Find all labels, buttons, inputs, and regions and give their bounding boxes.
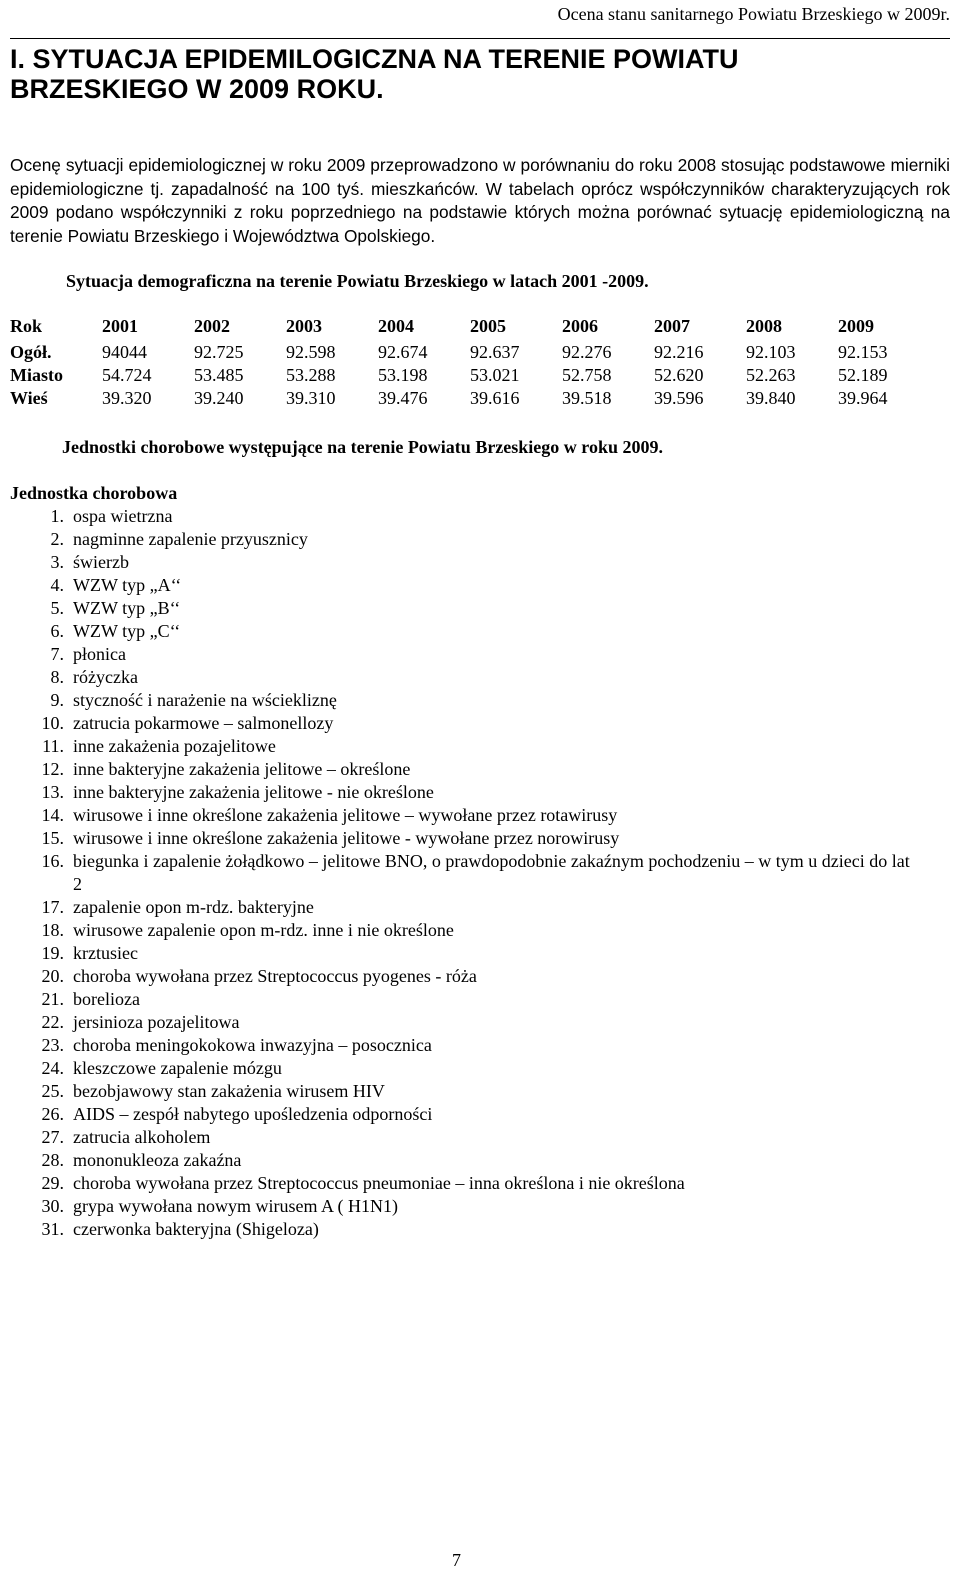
list-item — [10, 643, 910, 666]
table-cell: 39.964 — [838, 388, 888, 408]
list-item-text: wirusowe i inne określone zakażenia jelitowe – wywołane przez rotawirusy — [73, 805, 618, 825]
list-item-text: choroba meningokokowa inwazyjna – posocznica — [73, 1035, 432, 1055]
table-cell: 92.598 — [286, 342, 336, 362]
list-item — [10, 597, 910, 620]
table-cell: 39.616 — [470, 388, 520, 408]
list-item-number: 5. — [50, 598, 64, 618]
list-item-number: 4. — [50, 575, 64, 595]
list-item — [10, 1149, 910, 1172]
list-item-text: mononukleoza zakaźna — [73, 1150, 242, 1170]
list-item-text: bezobjawowy stan zakażenia wirusem HIV — [73, 1081, 385, 1101]
section-title — [10, 44, 910, 104]
list-item-number: 20. — [41, 966, 64, 986]
list-item-text: choroba wywołana przez Streptococcus pyogenes - róża — [73, 966, 477, 986]
list-item-number: 13. — [41, 782, 64, 802]
list-item-text: inne zakażenia pozajelitowe — [73, 736, 276, 756]
list-item-number: 14. — [41, 805, 64, 825]
list-item — [10, 735, 910, 758]
list-item — [10, 1011, 910, 1034]
list-item-number: 21. — [41, 989, 64, 1009]
list-item — [10, 896, 910, 919]
table-row-label: Wieś — [10, 388, 48, 408]
table-cell: 39.240 — [194, 388, 244, 408]
list-item-number: 19. — [41, 943, 64, 963]
list-item-number: 7. — [50, 644, 64, 664]
table-header-year: 2003 — [286, 316, 322, 336]
list-item-number: 23. — [41, 1035, 64, 1055]
diseases-heading: Jednostki chorobowe występujące na terenie Powiatu Brzeskiego w roku 2009. — [62, 437, 663, 457]
running-title: Ocena stanu sanitarnego Powiatu Brzeskiego w 2009r. — [557, 4, 950, 24]
list-item-number: 18. — [41, 920, 64, 940]
list-item — [10, 505, 910, 528]
table-cell: 92.674 — [378, 342, 428, 362]
table-cell: 52.189 — [838, 365, 888, 385]
list-item — [10, 574, 910, 597]
list-item — [10, 919, 910, 942]
list-item-number: 31. — [41, 1219, 64, 1239]
list-item-number: 22. — [41, 1012, 64, 1032]
table-header-year: 2007 — [654, 316, 690, 336]
table-cell: 53.198 — [378, 365, 428, 385]
diseases-list-heading: Jednostka chorobowa — [10, 483, 178, 503]
list-item-text: nagminne zapalenie przyusznicy — [73, 529, 308, 549]
list-item — [10, 1218, 910, 1241]
header-rule — [10, 38, 950, 39]
list-item — [10, 712, 910, 735]
list-item-number: 26. — [41, 1104, 64, 1124]
list-item-number: 24. — [41, 1058, 64, 1078]
table-cell: 92.725 — [194, 342, 244, 362]
list-item-number: 3. — [50, 552, 64, 572]
page-header — [0, 0, 960, 38]
list-item-number: 28. — [41, 1150, 64, 1170]
list-item-number: 11. — [42, 736, 64, 756]
list-item — [10, 850, 910, 896]
list-item — [10, 620, 910, 643]
list-item — [10, 666, 910, 689]
list-item — [10, 827, 910, 850]
demographics-table — [10, 316, 930, 411]
list-item-number: 2. — [50, 529, 64, 549]
list-item — [10, 804, 910, 827]
list-item — [10, 1080, 910, 1103]
list-item-number: 12. — [41, 759, 64, 779]
table-row-label: Ogół. — [10, 342, 52, 362]
list-item — [10, 551, 910, 574]
list-item-text: zapalenie opon m-rdz. bakteryjne — [73, 897, 314, 917]
list-item-number: 27. — [41, 1127, 64, 1147]
table-cell: 92.637 — [470, 342, 520, 362]
list-item-number: 8. — [50, 667, 64, 687]
table-header-row — [10, 316, 930, 342]
list-item-number: 1. — [50, 506, 64, 526]
table-row — [10, 388, 930, 411]
table-header-year: 2004 — [378, 316, 414, 336]
list-item-text: inne bakteryjne zakażenia jelitowe - nie określone — [73, 782, 434, 802]
table-cell: 53.021 — [470, 365, 520, 385]
list-item-text: inne bakteryjne zakażenia jelitowe – określone — [73, 759, 411, 779]
demographics-heading: Sytuacja demograficzna na terenie Powiatu Brzeskiego w latach 2001 -2009. — [66, 271, 649, 291]
table-cell: 39.840 — [746, 388, 796, 408]
list-item — [10, 1195, 910, 1218]
table-header-year: 2008 — [746, 316, 782, 336]
list-item — [10, 1103, 910, 1126]
list-item — [10, 758, 910, 781]
table-header-year: 2006 — [562, 316, 598, 336]
list-item — [10, 528, 910, 551]
list-item-text: jersinioza pozajelitowa — [73, 1012, 240, 1032]
list-item-text: świerzb — [73, 552, 129, 572]
list-item-number: 10. — [41, 713, 64, 733]
table-cell: 53.288 — [286, 365, 336, 385]
table-cell: 54.724 — [102, 365, 152, 385]
section-title-line-1: I. SYTUACJA EPIDEMILOGICZNA NA TERENIE POWIATU — [10, 44, 739, 74]
list-item-number: 29. — [41, 1173, 64, 1193]
list-item — [10, 988, 910, 1011]
table-header-year: 2002 — [194, 316, 230, 336]
table-cell: 53.485 — [194, 365, 244, 385]
list-item-text: AIDS – zespół nabytego upośledzenia odporności — [73, 1104, 433, 1124]
list-item — [10, 1172, 910, 1195]
list-item-text: czerwonka bakteryjna (Shigeloza) — [73, 1219, 319, 1239]
list-item — [10, 965, 910, 988]
list-item-text: grypa wywołana nowym wirusem A ( H1N1) — [73, 1196, 398, 1216]
list-item — [10, 1057, 910, 1080]
list-item — [10, 1126, 910, 1149]
page-number: 7 — [452, 1550, 461, 1570]
list-item-text: WZW typ „C‘‘ — [73, 621, 181, 641]
table-cell: 39.596 — [654, 388, 704, 408]
list-item-number: 15. — [41, 828, 64, 848]
list-item — [10, 1034, 910, 1057]
table-cell: 52.263 — [746, 365, 796, 385]
list-item-text: wirusowe i inne określone zakażenia jelitowe - wywołane przez norowirusy — [73, 828, 620, 848]
list-item-text: choroba wywołana przez Streptococcus pneumoniae – inna określona i nie określona — [73, 1173, 685, 1193]
section-title-line-2: BRZESKIEGO W 2009 ROKU. — [10, 74, 384, 104]
table-cell: 94044 — [102, 342, 147, 362]
list-item-number: 17. — [41, 897, 64, 917]
list-item-text: WZW typ „B‘‘ — [73, 598, 181, 618]
table-header-year: 2005 — [470, 316, 506, 336]
list-item-text: styczność i narażenie na wściekliznę — [73, 690, 337, 710]
table-cell: 52.620 — [654, 365, 704, 385]
table-header-year: 2001 — [102, 316, 138, 336]
disease-list — [10, 505, 910, 1241]
list-item-number: 30. — [41, 1196, 64, 1216]
table-cell: 92.216 — [654, 342, 704, 362]
table-cell: 92.103 — [746, 342, 796, 362]
list-item-text: krztusiec — [73, 943, 138, 963]
list-item-text: zatrucia alkoholem — [73, 1127, 211, 1147]
list-item-text: WZW typ „A‘‘ — [73, 575, 182, 595]
list-item-text: zatrucia pokarmowe – salmonellozy — [73, 713, 334, 733]
list-item-text: ospa wietrzna — [73, 506, 173, 526]
table-row — [10, 342, 930, 365]
table-cell: 39.518 — [562, 388, 612, 408]
list-item-number: 6. — [50, 621, 64, 641]
list-item — [10, 942, 910, 965]
list-item-number: 25. — [41, 1081, 64, 1101]
table-cell: 39.310 — [286, 388, 336, 408]
intro-paragraph: Ocenę sytuacji epidemiologicznej w roku 2009 przeprowadzono w porównaniu do roku 2008 stosując podstawowe mierniki epidemiologiczne tj. zapadalność na 100 tyś. mieszkańców. W tabelach oprócz współczynników charakteryzujących rok 2009 podano współczynniki z roku poprzedniego na podstawie których można porównać sytuację epidemiologiczną na terenie Powiatu Brzeskiego i Województwa Opolskiego. — [10, 155, 950, 246]
table-cell: 39.476 — [378, 388, 428, 408]
list-item — [10, 689, 910, 712]
list-item-text: wirusowe zapalenie opon m-rdz. inne i nie określone — [73, 920, 454, 940]
table-header-label: Rok — [10, 316, 43, 336]
table-cell: 39.320 — [102, 388, 152, 408]
list-item-number: 9. — [50, 690, 64, 710]
table-cell: 92.276 — [562, 342, 612, 362]
list-item-text: kleszczowe zapalenie mózgu — [73, 1058, 282, 1078]
list-item-text: różyczka — [73, 667, 138, 687]
table-header-year: 2009 — [838, 316, 874, 336]
table-cell: 92.153 — [838, 342, 888, 362]
list-item-text: płonica — [73, 644, 126, 664]
list-item — [10, 781, 910, 804]
list-item-text: biegunka i zapalenie żołądkowo – jelitowe BNO, o prawdopodobnie zakaźnym pochodzeniu – w tym u dzieci do lat 2 — [73, 851, 910, 894]
table-row-label: Miasto — [10, 365, 63, 385]
list-item-text: borelioza — [73, 989, 140, 1009]
table-row — [10, 365, 930, 388]
table-cell: 52.758 — [562, 365, 612, 385]
list-item-number: 16. — [41, 851, 64, 871]
